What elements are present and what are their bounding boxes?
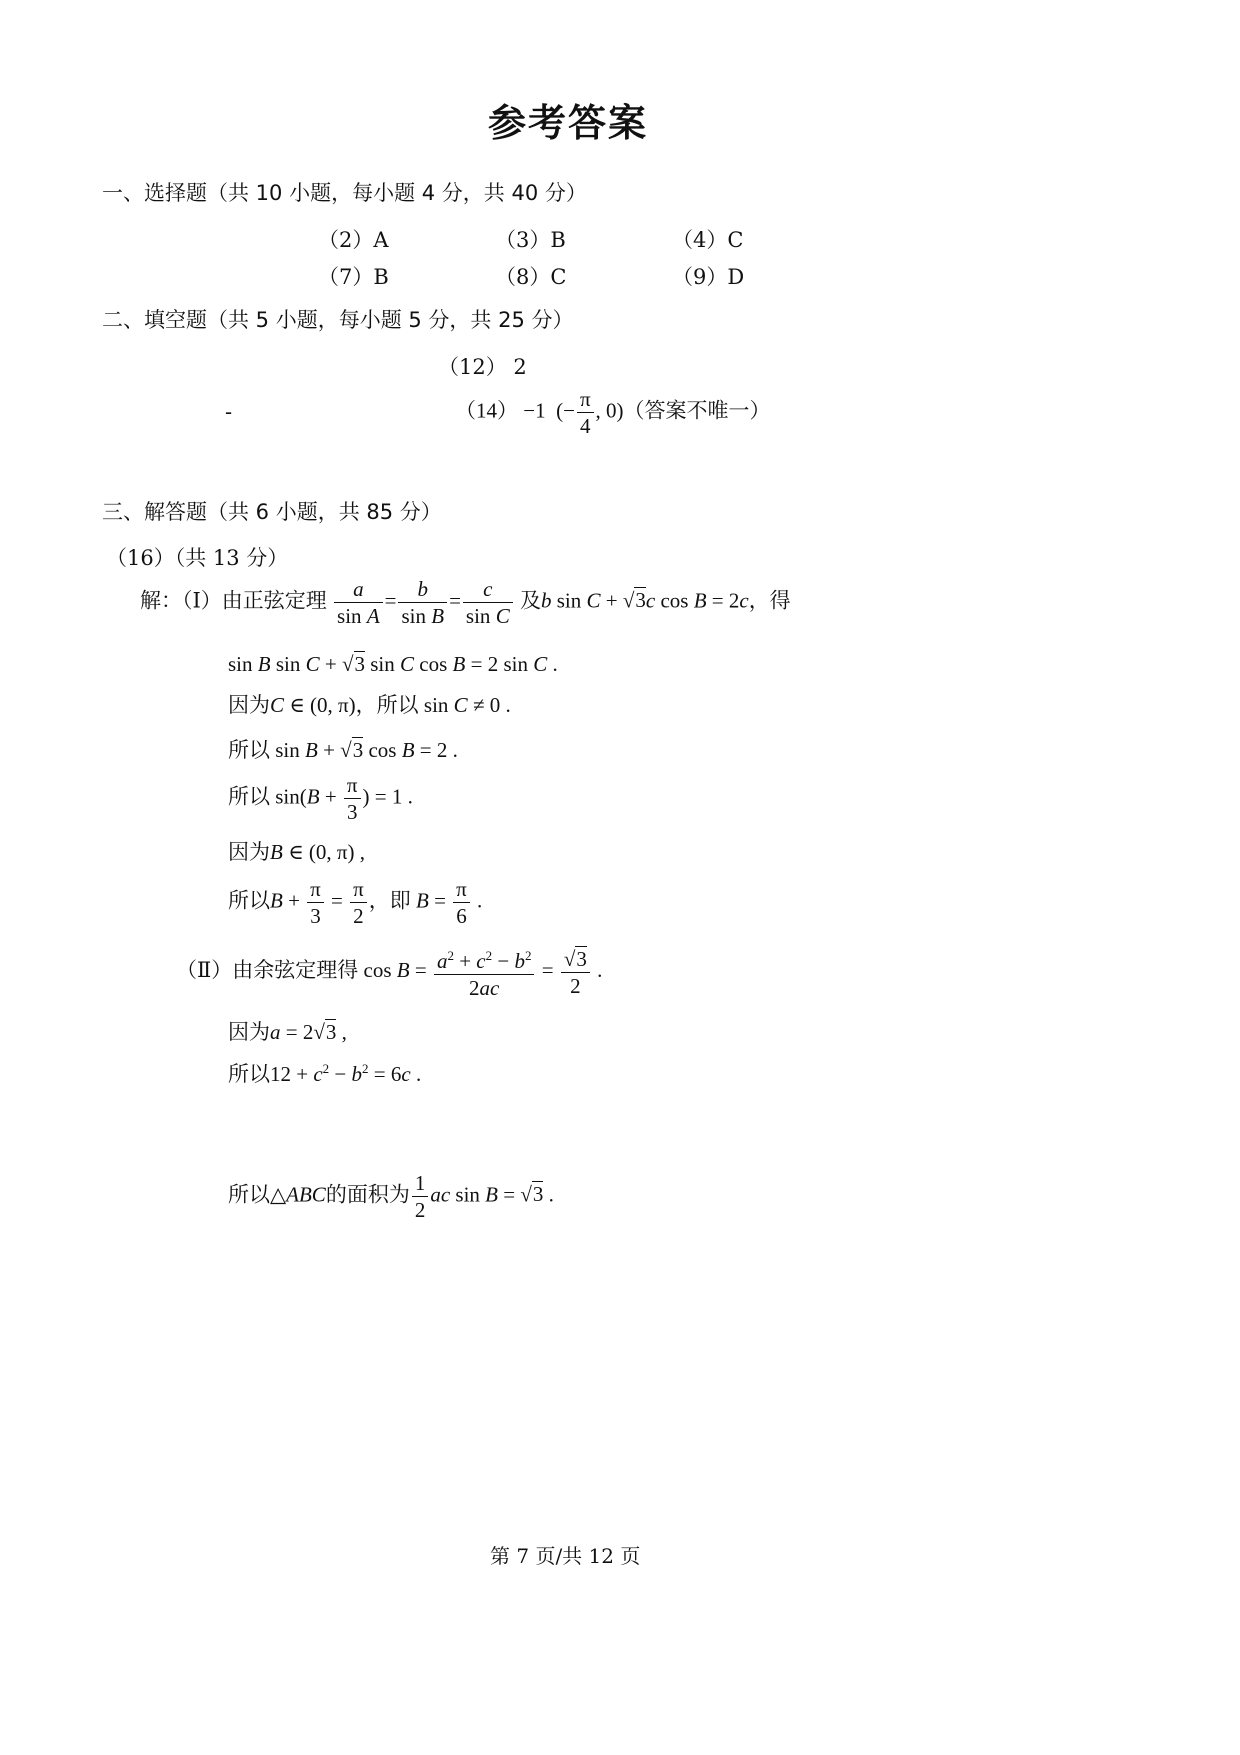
section-heading-solution: 三、解答题（共 6 小题，共 85 分） (102, 500, 442, 524)
solution-line-6: 因为B ∈ (0, π) , (228, 840, 365, 864)
answer-item: （2）A (318, 228, 389, 252)
text-so: 所以 (228, 1062, 270, 1086)
section-heading-fill: 二、填空题（共 5 小题，每小题 5 分，共 25 分） (102, 308, 574, 332)
text-area-prefix: 所以△ (228, 1182, 287, 1207)
solution-line-9: 因为a = 2√3 , (228, 1020, 347, 1044)
solution-line-11: 所以△ABC的面积为 $\frac{1}{2}$ ac sin B = √3 . (228, 1171, 554, 1222)
question-16-label: （16）（共 13 分） (106, 546, 289, 570)
text-so: 所以 (228, 888, 270, 913)
text-so: 所以 (228, 738, 270, 762)
answer-14: （14） −1 (− $\frac{\pi}{4}$ , 0)（答案不唯一） (455, 387, 771, 438)
page-footer: 第 7 页/共 12 页 (490, 1544, 641, 1568)
text-part2: （Ⅱ）由余弦定理得 (176, 957, 359, 982)
text-so: 所以 (228, 784, 270, 809)
text-prefix: 解：（Ⅰ）由正弦定理 (140, 588, 327, 613)
text-because: 因为 (228, 1020, 270, 1044)
solution-line-10: 所以$12 + c^2 - b^2 = 6c$ . (228, 1061, 422, 1086)
text-so: ，所以 (355, 693, 419, 717)
solution-line-2: sin B sin C + √3 sin C cos B = 2 sin C . (228, 652, 558, 676)
solution-line-8: （Ⅱ）由余弦定理得 cos B = $\frac{a^2 + c^2 - b^2}{2ac}$ = $\frac{√3}{2}$ . (176, 943, 602, 1001)
text-area-mid: 的面积为 (325, 1182, 410, 1207)
text-and: 及 (519, 588, 541, 613)
text-because: 因为 (228, 840, 270, 864)
dash-mark: - (225, 400, 233, 424)
solution-line-4: 所以 sin B + √3 cos B = 2 . (228, 738, 458, 762)
answer-14-label: （14） −1 (455, 398, 546, 423)
page-title: 参考答案 (488, 100, 649, 145)
solution-line-7: 所以B + $\frac{\pi}{3}$ = $\frac{\pi}{2}$ ，即 B = $\frac{\pi}{6}$ . (228, 877, 483, 928)
answer-item: （9）D (672, 265, 745, 289)
answer-item: （8）C (495, 265, 567, 289)
answer-14-note: （答案不唯一） (623, 398, 771, 423)
answer-item: （3）B (495, 228, 566, 252)
answer-item: （4）C (672, 228, 744, 252)
text-ie: ，即 (368, 888, 411, 913)
section-heading-choice: 一、选择题（共 10 小题，每小题 4 分，共 40 分） (102, 181, 587, 205)
solution-line-3: 因为C ∈ (0, π)，所以 sin C ≠ 0 . (228, 693, 511, 717)
solution-line-1: 解：（Ⅰ）由正弦定理 $\frac{a}{\text{sin A}}$ = $\frac{b}{\text{sin B}}$ = $\frac{c}{\text{sin C}}$ 及b sin C + √3c cos B = 2c，得 (140, 577, 791, 628)
solution-line-5: 所以 sin(B + $\frac{\pi}{3}$ ) = 1 . (228, 773, 413, 824)
answer-item: （7）B (318, 265, 389, 289)
text-then: ，得 (748, 588, 791, 613)
text-because: 因为 (228, 693, 270, 717)
answer-item: （12） 2 (438, 355, 527, 379)
